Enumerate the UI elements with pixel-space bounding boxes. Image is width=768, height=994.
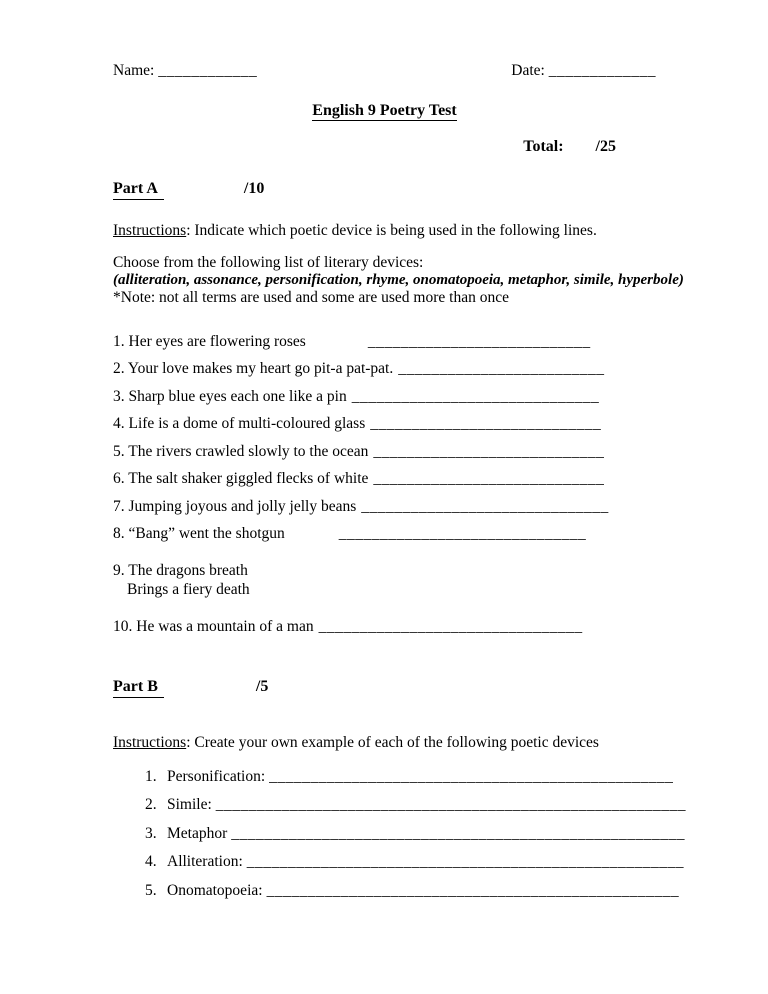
question-blank: ______________________________ xyxy=(361,497,609,515)
item-blank: __________________________________________________ xyxy=(266,881,680,899)
instructions-text: : Create your own example of each of the following poetic devices xyxy=(186,733,599,751)
question-text: 7. Jumping joyous and jolly jelly beans xyxy=(113,497,357,515)
question-blank: ______________________________ xyxy=(351,387,600,405)
question-blank: ______________________________ xyxy=(338,525,587,542)
instructions-text: : Indicate which poetic device is being used in the following lines. xyxy=(186,222,597,239)
total-label: Total: xyxy=(523,138,564,155)
item-number: 3. xyxy=(145,824,157,842)
item-number: 4. xyxy=(145,853,157,870)
item-blank: _________________________________________________ xyxy=(269,767,674,785)
question-text: 10. He was a mountain of a man xyxy=(113,617,314,635)
part-a-questions xyxy=(113,333,656,636)
question-row xyxy=(113,388,656,406)
part-a-score: /10 xyxy=(243,180,265,197)
question-blank: ___________________________ xyxy=(367,332,591,350)
part-b-items xyxy=(113,767,687,900)
question-row xyxy=(113,618,656,636)
item-label: Metaphor xyxy=(167,824,228,842)
question-blank: ____________________________ xyxy=(373,442,605,460)
date-blank: _____________ xyxy=(548,62,656,79)
device-list-block xyxy=(113,254,684,307)
question-row xyxy=(113,415,656,433)
item-row xyxy=(145,881,680,900)
choose-line: Choose from the following list of literary devices: xyxy=(113,254,424,271)
question-blank: ____________________________ xyxy=(373,470,605,487)
instructions-label: Instructions xyxy=(113,222,187,239)
item-blank: _______________________________________________________ xyxy=(231,824,686,842)
part-a-title: Part A xyxy=(113,180,164,200)
part-b-heading xyxy=(113,678,656,698)
question-text: 4. Life is a dome of multi-coloured glass xyxy=(113,415,366,432)
name-blank: ____________ xyxy=(158,62,258,79)
date-field xyxy=(511,62,656,80)
page-title xyxy=(113,102,656,120)
question-row xyxy=(113,470,656,488)
item-label: Onomatopoeia: xyxy=(167,881,263,899)
header-row xyxy=(113,62,656,80)
question-blank: _________________________ xyxy=(398,360,605,377)
total-value: /25 xyxy=(595,138,616,155)
question-text: 3. Sharp blue eyes each one like a pin xyxy=(113,387,347,405)
name-field xyxy=(113,62,257,80)
date-label: Date: xyxy=(511,62,545,79)
question-row xyxy=(113,333,656,351)
question-row xyxy=(113,443,656,461)
question-row xyxy=(113,360,656,378)
item-blank: _________________________________________________________ xyxy=(215,796,687,813)
question-row xyxy=(113,498,656,516)
question-text: 5. The rivers crawled slowly to the ocean xyxy=(113,442,369,460)
name-label: Name: xyxy=(113,62,155,79)
question-text: 9. The dragons breath xyxy=(113,562,248,579)
item-blank: _____________________________________________________ xyxy=(246,853,685,870)
item-label: Alliteration: xyxy=(167,853,243,870)
item-label: Simile: xyxy=(167,796,212,813)
question-row xyxy=(113,525,656,543)
question-row xyxy=(113,562,656,599)
part-b-instructions xyxy=(113,734,656,752)
item-number: 2. xyxy=(145,796,157,813)
question-text-line2: Brings a fiery death xyxy=(127,580,250,598)
part-b-score: /5 xyxy=(255,677,269,695)
item-number: 5. xyxy=(145,881,157,899)
devices-line: (alliteration, assonance, personification, rhyme, onomatopoeia, metaphor, simile, hyperbole) xyxy=(113,271,684,288)
item-row xyxy=(145,824,686,843)
part-a-heading xyxy=(113,180,656,200)
note-line: *Note: not all terms are used and some are used more than once xyxy=(113,289,509,306)
item-label: Personification: xyxy=(167,767,266,785)
question-text: 1. Her eyes are flowering roses xyxy=(113,332,306,350)
page-title-text: English 9 Poetry Test xyxy=(312,102,457,119)
total-line xyxy=(113,138,656,156)
item-row xyxy=(145,853,685,871)
part-b-title: Part B xyxy=(113,678,164,698)
part-a-instructions xyxy=(113,222,656,240)
question-text: 2. Your love makes my heart go pit-a pat-pat. xyxy=(113,360,394,377)
item-row xyxy=(145,767,674,786)
item-row xyxy=(145,796,687,814)
instructions-label: Instructions xyxy=(113,733,187,751)
question-text: 6. The salt shaker giggled flecks of white xyxy=(113,470,369,487)
question-text: 8. “Bang” went the shotgun xyxy=(113,525,285,542)
question-blank: ________________________________ xyxy=(318,617,583,635)
item-number: 1. xyxy=(145,767,157,785)
question-blank: ____________________________ xyxy=(370,415,602,432)
